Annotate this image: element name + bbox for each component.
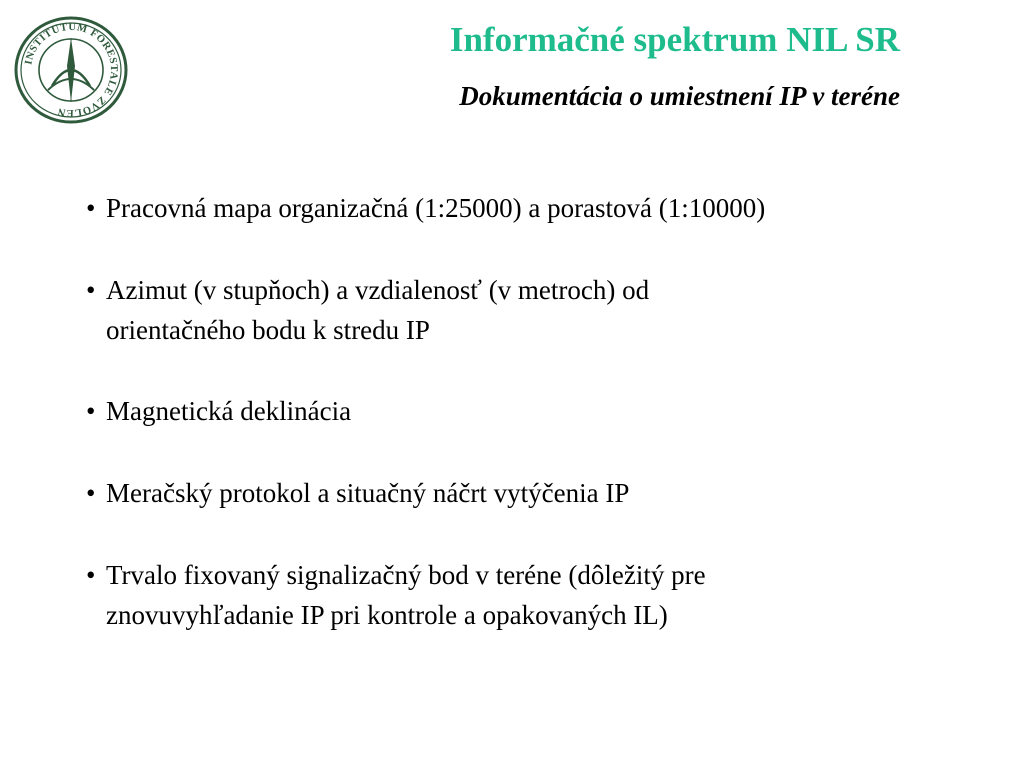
bullet-icon: • (86, 478, 96, 508)
list-item (86, 391, 986, 431)
logo-seal-text: INSTITUTUM FORESTALE ZVOLEN (23, 21, 120, 119)
bullet-icon: • (86, 396, 96, 426)
institute-seal-icon (12, 14, 130, 126)
bullet-list (86, 188, 986, 635)
page-subtitle: Dokumentácia o umiestnení IP v teréne (459, 81, 900, 111)
bullet-icon: • (86, 275, 96, 305)
list-item-text: Magnetická deklinácia (106, 396, 352, 426)
page-title: Informačné spektrum NIL SR (449, 20, 900, 59)
list-item (86, 270, 986, 350)
list-item (86, 188, 986, 228)
list-item-text: Trvalo fixovaný signalizačný bod v teréne (dôležitý pre znovuvyhľadanie IP pri kontrole a opakovaných IL) (106, 560, 706, 630)
bullet-icon: • (86, 193, 96, 223)
bullet-icon: • (86, 560, 96, 590)
list-item (86, 555, 986, 635)
list-item (86, 473, 986, 513)
list-item-text: Azimut (v stupňoch) a vzdialenosť (v metroch) od orientačného bodu k stredu IP (106, 275, 650, 345)
list-item-text: Pracovná mapa organizačná (1:25000) a porastová (1:10000) (106, 193, 766, 223)
institute-logo (12, 14, 130, 126)
list-item-text: Meračský protokol a situačný náčrt vytýčenia IP (106, 478, 630, 508)
